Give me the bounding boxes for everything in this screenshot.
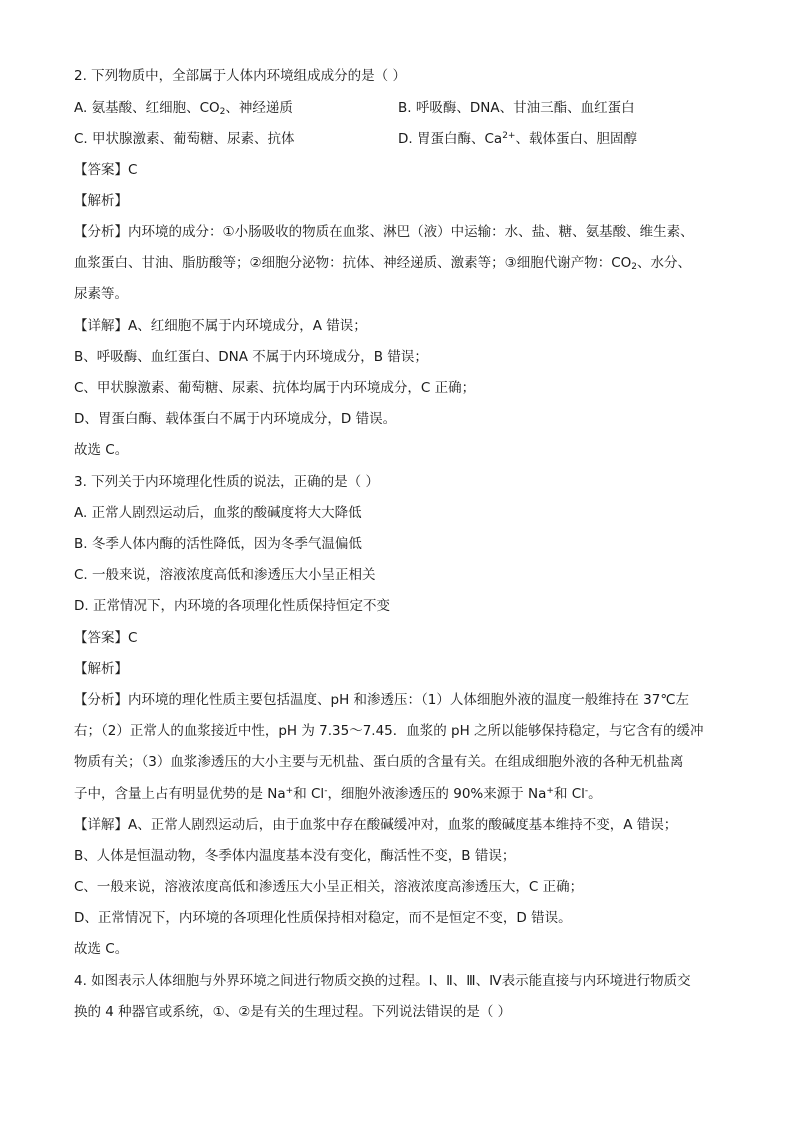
q3-option-b <box>74 534 730 554</box>
q2-xiangjie-line-1 <box>74 316 730 336</box>
q2-stem <box>74 66 730 86</box>
q3-fenxi-text-3: 物质有关；（3）血浆渗透压的大小主要与无机盐、蛋白质的含量有关。在组成细胞外液的各种无机盐离 <box>74 754 684 770</box>
q2-conclusion <box>74 440 730 460</box>
q3-fenxi-text-4c: ，细胞外液渗透压的 90%来源于 Na <box>327 786 547 802</box>
q2-option-a-sub: 2 <box>219 107 226 117</box>
q3-fenxi-line-4 <box>74 784 730 804</box>
q3-fenxi-sup-3: + <box>546 786 554 796</box>
q3-xiangjie-line-2 <box>74 846 730 866</box>
q3-fenxi-text-4b: 和 Cl <box>293 786 325 802</box>
q2-xiangjie-text-2: B、呼吸酶、血红蛋白、DNA 不属于内环境成分，B 错误； <box>74 349 428 365</box>
q3-option-c <box>74 565 730 585</box>
q3-answer <box>74 628 730 648</box>
q3-xiangjie-tag: 【详解】 <box>74 817 128 833</box>
q2-xiangjie-text-4: D、胃蛋白酶、载体蛋白不属于内环境成分，D 错误。 <box>74 411 397 427</box>
q2-fenxi-text-2-end: 、水分、 <box>637 255 691 271</box>
q3-fenxi-text-4d: 和 Cl <box>553 786 585 802</box>
q2-xiangjie-line-2 <box>74 347 730 367</box>
q2-fenxi-line-2 <box>74 253 730 273</box>
q2-option-a <box>74 98 394 118</box>
q2-option-a-text: A. 氨基酸、红细胞、CO <box>74 100 220 116</box>
q3-option-a-text: A. 正常人剧烈运动后，血浆的酸碱度将大大降低 <box>74 505 362 521</box>
q3-conclusion-text: 故选 C。 <box>74 941 129 957</box>
q2-fenxi-text-1: 内环境的成分：①小肠吸收的物质在血浆、淋巴（液）中运输：水、盐、糖、氨基酸、维生素、 <box>128 224 694 240</box>
q2-option-c <box>74 129 394 149</box>
q2-option-b-text: B. 呼吸酶、DNA、甘油三酯、血红蛋白 <box>398 100 635 116</box>
q2-analysis-title <box>74 191 730 211</box>
q2-answer <box>74 160 730 180</box>
q3-option-c-text: C. 一般来说，溶液浓度高低和渗透压大小呈正相关 <box>74 567 376 583</box>
q3-option-d <box>74 596 730 616</box>
q2-answer-tag: 【答案】 <box>74 162 128 178</box>
q2-fenxi-line-1 <box>74 222 730 242</box>
q3-answer-tag: 【答案】 <box>74 630 128 646</box>
q3-fenxi-text-2: 右；（2）正常人的血浆接近中性，pH 为 7.35～7.45．血浆的 pH 之所以能够保持稳定，与它含有的缓冲 <box>74 723 704 739</box>
q2-analysis-title-text: 【解析】 <box>74 193 128 209</box>
q2-conclusion-text: 故选 C。 <box>74 442 129 458</box>
q2-option-a-text-end: 、神经递质 <box>225 100 293 116</box>
q3-xiangjie-text-3: C、一般来说，溶液浓度高低和渗透压大小呈正相关，溶液浓度高渗透压大，C 正确； <box>74 879 584 895</box>
q3-option-b-text: B. 冬季人体内酶的活性降低，因为冬季气温偏低 <box>74 536 362 552</box>
q2-fenxi-text-2: 血浆蛋白、甘油、脂肪酸等；②细胞分泌物：抗体、神经递质、激素等；③细胞代谢产物：CO <box>74 255 632 271</box>
q3-xiangjie-line-1 <box>74 815 730 835</box>
q2-fenxi-sub: 2 <box>631 262 637 272</box>
q3-fenxi-line-2 <box>74 721 730 741</box>
q3-xiangjie-text-4: D、正常情况下，内环境的各项理化性质保持相对稳定，而不是恒定不变，D 错误。 <box>74 910 572 926</box>
q2-answer-value: C <box>128 162 138 178</box>
q3-xiangjie-text-2: B、人体是恒温动物，冬季体内温度基本没有变化，酶活性不变，B 错误； <box>74 848 516 864</box>
q4-stem-line-2 <box>74 1002 730 1022</box>
q3-fenxi-text-4a: 子中，含量上占有明显优势的是 Na <box>74 786 286 802</box>
q2-option-d-sup: 2+ <box>502 131 516 141</box>
q3-analysis-title-text: 【解析】 <box>74 661 128 677</box>
q3-fenxi-tag: 【分析】 <box>74 692 128 708</box>
q2-fenxi-tag: 【分析】 <box>74 224 128 240</box>
q3-xiangjie-text-1: A、正常人剧烈运动后，由于血浆中存在酸碱缓冲对，血浆的酸碱度基本维持不变，A 错误； <box>128 817 678 833</box>
q2-xiangjie-tag: 【详解】 <box>74 318 128 334</box>
q3-fenxi-sup-4: - <box>584 786 589 796</box>
q3-option-a <box>74 503 730 523</box>
q4-stem-line-1 <box>74 971 730 991</box>
q3-fenxi-line-1 <box>74 690 730 710</box>
q3-analysis-title <box>74 659 730 679</box>
q2-fenxi-line-3 <box>74 284 730 304</box>
q3-fenxi-sup-2: - <box>324 786 328 796</box>
q3-fenxi-text-4e: 。 <box>588 786 602 802</box>
q4-stem-text-2: 换的 4 种器官或系统，①、②是有关的生理过程。下列说法错误的是（ ） <box>74 1004 512 1020</box>
q2-xiangjie-text-3: C、甲状腺激素、葡萄糖、尿素、抗体均属于内环境成分，C 正确； <box>74 380 476 396</box>
q3-option-d-text: D. 正常情况下，内环境的各项理化性质保持恒定不变 <box>74 598 390 614</box>
q2-option-c-text: C. 甲状腺激素、葡萄糖、尿素、抗体 <box>74 131 295 147</box>
q3-fenxi-sup-1: + <box>285 786 294 796</box>
q3-stem <box>74 472 730 492</box>
q2-xiangjie-line-3 <box>74 378 730 398</box>
q3-xiangjie-line-3 <box>74 877 730 897</box>
q2-option-d <box>398 129 728 149</box>
q3-xiangjie-line-4 <box>74 908 730 928</box>
q3-answer-value: C <box>128 630 138 646</box>
q2-fenxi-text-3: 尿素等。 <box>74 286 128 302</box>
q3-fenxi-line-3 <box>74 752 730 772</box>
q3-fenxi-text-1: 内环境的理化性质主要包括温度、pH 和渗透压：（1）人体细胞外液的温度一般维持在 37℃左 <box>128 692 689 708</box>
q2-option-d-text: D. 胃蛋白酶、Ca <box>398 131 503 147</box>
q2-option-d-text-end: 、载体蛋白、胆固醇 <box>515 131 637 147</box>
q3-stem-text: 3. 下列关于内环境理化性质的说法，正确的是（ ） <box>74 474 379 490</box>
q3-conclusion <box>74 939 730 959</box>
q2-xiangjie-line-4 <box>74 409 730 429</box>
q2-stem-text: 2. 下列物质中，全部属于人体内环境组成成分的是（ ） <box>74 68 406 84</box>
q4-stem-text-1: 4. 如图表示人体细胞与外界环境之间进行物质交换的过程。Ⅰ、Ⅱ、Ⅲ、Ⅳ表示能直接与内环境进行物质交 <box>74 973 691 989</box>
q2-option-b <box>398 98 728 118</box>
q2-xiangjie-text-1: A、红细胞不属于内环境成分，A 错误； <box>128 318 367 334</box>
